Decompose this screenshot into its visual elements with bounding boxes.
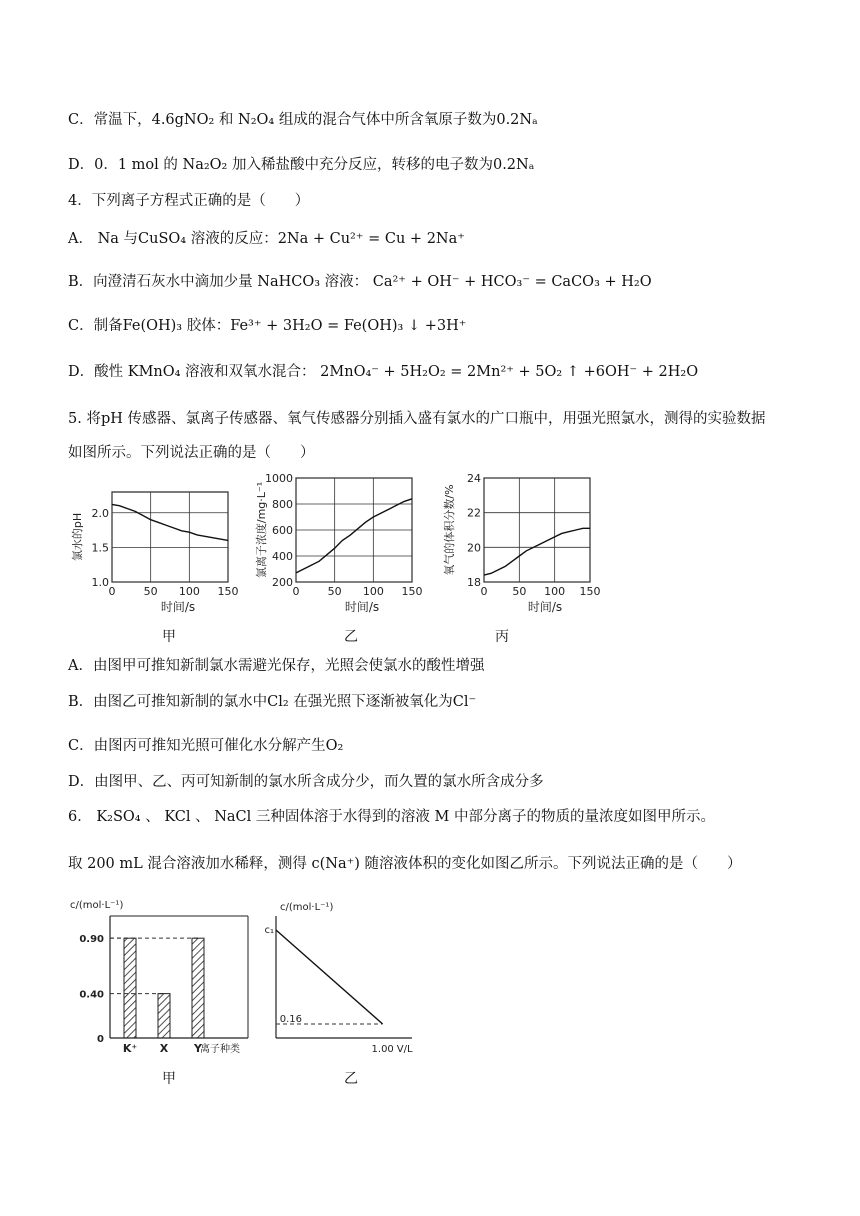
y-tick-label: 0.40	[79, 989, 104, 1001]
y-tick-label: 22	[467, 506, 481, 520]
y-axis-label: 氯水的pH	[71, 512, 84, 562]
x-axis-label: 离子种类	[200, 1044, 240, 1055]
question-3c: C．常温下，4.6gNO₂ 和 N₂O₄ 组成的混合气体中所含氧原子数为0.2Nₐ	[68, 112, 538, 128]
y-tick-label: 800	[272, 498, 293, 511]
bar	[158, 994, 170, 1038]
data-series-line	[484, 528, 590, 575]
x-tick-label: 50	[327, 585, 342, 598]
y-tick-label: c₁	[264, 925, 274, 936]
question-4: 4．下列离子方程式正确的是（ ）	[68, 193, 310, 209]
y-tick-label: 24	[467, 472, 481, 485]
y-tick-label: 0	[97, 1034, 104, 1045]
bar	[124, 938, 136, 1038]
y-tick-label: 1.0	[91, 576, 109, 589]
x-tick-label: 0	[108, 585, 116, 598]
y-tick-label: 1000	[265, 472, 293, 485]
x-tick-label: 150	[401, 585, 422, 598]
x-tick-label: 100	[178, 585, 200, 598]
y-tick-label: 1.5	[91, 541, 109, 555]
option-5b: B．由图乙可推知新制的氯水中Cl₂ 在强光照下逐渐被氧化为Cl⁻	[68, 694, 477, 710]
x-category-label: K⁺	[122, 1042, 138, 1055]
x-category-label: Y	[194, 1042, 202, 1055]
x-axis-label: 时间/s	[527, 600, 563, 614]
chart-jia2-bar	[68, 898, 258, 1063]
bar	[192, 938, 204, 1038]
y-axis-label: c/(mol·L⁻¹)	[70, 900, 124, 911]
y-axis-label: 氧气的体积分数/%	[443, 484, 456, 576]
y-tick-label: 400	[272, 550, 293, 563]
y-tick-label: 200	[272, 576, 293, 589]
question-5-line1: 5. 将pH 传感器、氯离子传感器、氧气传感器分别插入盛有氯水的广口瓶中，用强光照氯水，测得的实验数据	[68, 411, 766, 427]
question-4d: D．酸性 KMnO₄ 溶液和双氧水混合： 2MnO₄⁻ + 5H₂O₂ = 2Mn²⁺ + 5O₂ ↑ +6OH⁻ + 2H₂O	[68, 364, 699, 380]
x-tick-label: 50	[143, 585, 158, 598]
question-6-line1: 6． K₂SO₄ 、 KCl 、 NaCl 三种固体溶于水得到的溶液 M 中部分离子的物质的量浓度如图甲所示。	[68, 809, 715, 825]
y-tick-label: 0.90	[79, 934, 104, 946]
chart-jia	[68, 480, 238, 620]
question-3d: D．0．1 mol 的 Na₂O₂ 加入稀盐酸中充分反应，转移的电子数为0.2Nₐ	[68, 157, 535, 173]
x-tick-label: 100	[544, 585, 566, 598]
y-tick-label: 2.0	[91, 506, 109, 520]
question-4c: C．制备Fe(OH)₃ 胶体：Fe³⁺ + 3H₂O = Fe(OH)₃ ↓ +3H⁺	[68, 318, 467, 334]
option-5a: A．由图甲可推知新制氯水需避光保存，光照会使氯水的酸性增强	[68, 658, 485, 674]
y-tick-label: 600	[272, 524, 293, 537]
caption-yi: 乙	[344, 629, 358, 645]
x-tick-label: 150	[217, 585, 238, 598]
chart-yi2-dilution	[262, 898, 422, 1063]
chart-yi	[252, 466, 422, 620]
y-axis-label: c/(mol·L⁻¹)	[280, 902, 334, 913]
y-tick-label: 18	[467, 576, 481, 589]
x-tick-label: 100	[362, 585, 384, 598]
caption-jia2: 甲	[162, 1071, 176, 1087]
question-4a: A． Na 与CuSO₄ 溶液的反应：2Na + Cu²⁺ = Cu + 2Na⁺	[68, 231, 465, 247]
x-tick-label: 0	[480, 585, 488, 598]
data-series-line	[276, 930, 383, 1024]
x-tick-label: 50	[512, 585, 527, 598]
caption-jia: 甲	[162, 629, 176, 645]
option-5d: D．由图甲、乙、丙可知新制的氯水所含成分少，而久置的氯水所含成分多	[68, 774, 544, 790]
data-series-line	[112, 504, 228, 540]
x-tick-label: 0	[292, 585, 300, 598]
x-tick-label: 1.00	[371, 1044, 394, 1055]
y-axis-label: 氯离子浓度/mg·L⁻¹	[255, 481, 268, 579]
question-6-line2: 取 200 mL 混合溶液加水稀释，测得 c(Na⁺) 随溶液体积的变化如图乙所示。下列说法正确的是（ ）	[68, 856, 742, 872]
question-5-line2: 如图所示。下列说法正确的是（ ）	[68, 445, 315, 461]
chart-bing	[440, 466, 600, 620]
y-tick-label: 0.16	[279, 1014, 302, 1025]
question-4b: B．向澄清石灰水中滴加少量 NaHCO₃ 溶液： Ca²⁺ + OH⁻ + HCO₃⁻ = CaCO₃ + H₂O	[68, 274, 652, 290]
x-tick-label: 150	[579, 585, 600, 598]
x-axis-label: 时间/s	[160, 600, 196, 614]
data-series-line	[296, 499, 412, 573]
y-tick-label: 20	[467, 541, 481, 555]
x-category-label: X	[159, 1042, 169, 1055]
caption-bing: 丙	[495, 629, 509, 645]
x-axis-label: V/L	[396, 1044, 413, 1055]
x-axis-label: 时间/s	[344, 600, 380, 614]
caption-yi2: 乙	[344, 1071, 358, 1087]
option-5c: C．由图丙可推知光照可催化水分解产生O₂	[68, 738, 344, 754]
